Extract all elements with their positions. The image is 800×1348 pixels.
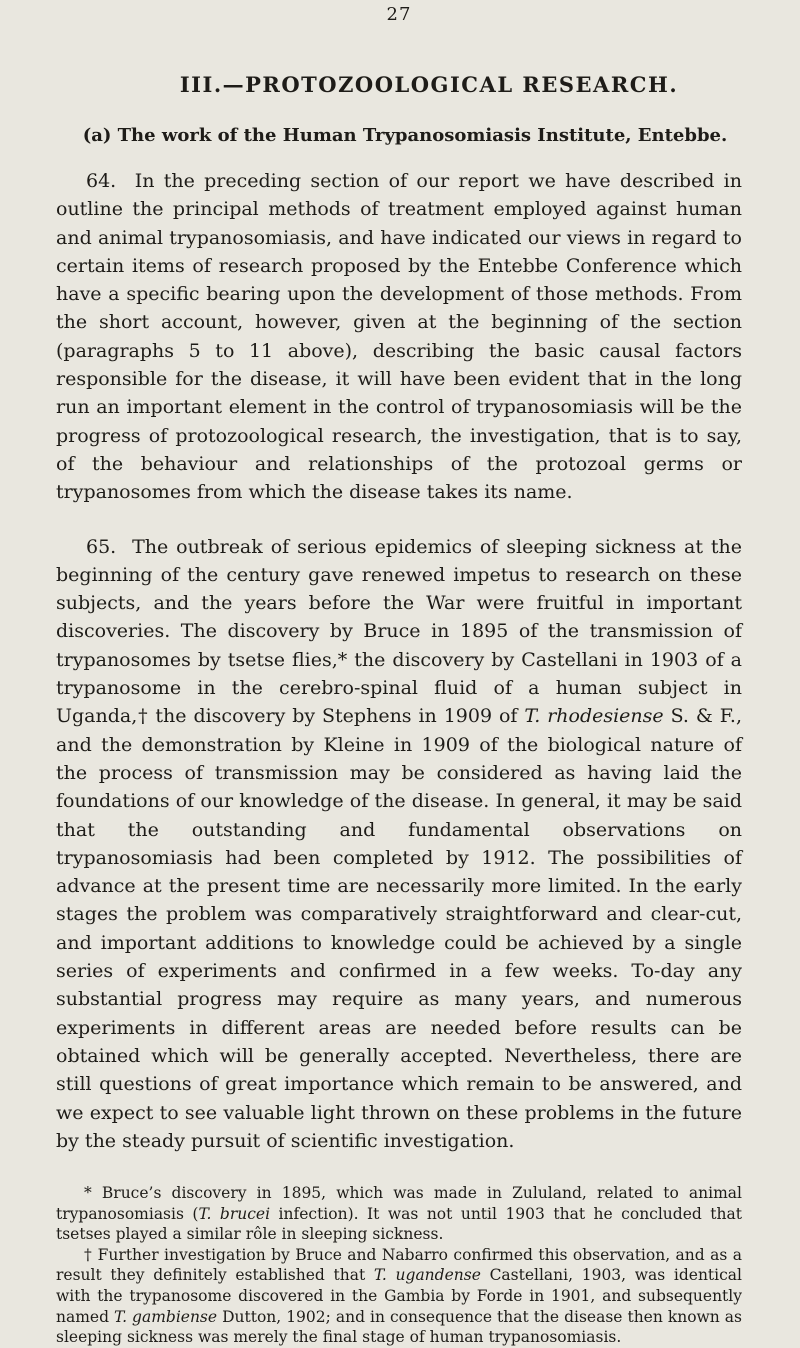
footnote-text: infection). It was not until 1903 that he concluded that tsetses played a similar rôle in sleeping sickness. [56, 1204, 742, 1244]
section-heading: (a) The work of the Human Trypanosomiasis Institute, Entebbe. [82, 125, 728, 146]
species-name: T. brucei [198, 1204, 271, 1223]
footnote-text: * Bruce’s discovery in 1895, which was made in Zululand, related to animal trypanosomiasis ( [56, 1184, 742, 1223]
species-name: T. ugandense [373, 1266, 481, 1285]
paragraph-text: S. & F., and the demonstration by Kleine in 1909 of the biological nature of the process of transmission may be considered as having laid the foundations of our knowledge of the disease. In general, it may be said that the outstanding and fundamental observations on trypanosomiasis had been completed by 1912. The possibilities of advance at the present time are necessarily more limited. In the early stages the problem was comparatively straightforward and clear-cut, and important additions to knowledge could be achieved by a single series of experiments and confirmed in a few weeks. To-day any substantial progress may require as many years, and numerous experiments in different areas are needed before results can be obtained which will be generally accepted. Nevertheless, there are still questions of great importance which remain to be answered, and we expect to see valuable light thrown on these problems in the future by the steady pursuit of scientific investigation. [56, 705, 743, 1152]
paragraph-64 [56, 167, 742, 507]
footnote-text: † Further investigation by Bruce and Nabarro confirmed this observation, and as a result they definitely established that [56, 1245, 742, 1285]
paragraph-text: In the preceding section of our report we have described in outline the principal methods of treatment employed against human and animal trypanosomiasis, and have indicated our views in regard to certain items of research proposed by the Entebbe Conference which have a specific bearing upon the development of those methods. From the short account, however, given at the beginning of the section (paragraphs 5 to 11 above), describing the basic causal factors responsible for the disease, it will have been evident that in the long run an important element in the control of trypanosomiasis will be the progress of protozoological research, the investigation, that is to say, of the behaviour and relationships of the protozoal germs or trypanosomes from which the disease takes its name. [56, 170, 742, 504]
footnote-text: Castellani, 1903, was identical with the trypanosome discovered in the Gambia by Forde in 1901, and subsequently named [56, 1266, 742, 1326]
paragraph-number: 64. [86, 170, 117, 192]
species-name: T. rhodesiense [524, 705, 664, 728]
footnote-further-investigation [56, 1245, 742, 1348]
paragraph-number: 65. [86, 535, 117, 558]
species-name: T. gambiense [114, 1307, 218, 1326]
footnotes [56, 1183, 742, 1348]
footnote-bruce [56, 1183, 742, 1245]
page-number: 27 [386, 4, 412, 25]
paragraph-text: The outbreak of serious epidemics of sleeping sickness at the beginning of the century gave renewed impetus to research on these subjects, and the years before the War were fruitful in important discoveries. The discovery by Bruce in 1895 of the transmission of trypanosomes by tsetse flies,* the discovery by Castellani in 1903 of a trypanosome in the cerebro-spinal fluid of a human subject in Uganda,† the discovery by Stephens in 1909 of [56, 535, 742, 728]
chapter-title: III.—PROTOZOOLOGICAL RESEARCH. [179, 72, 679, 97]
footnote-text: Dutton, 1902; and in consequence that the disease then known as sleeping sickness was merely the final stage of human trypanosomiasis. [56, 1307, 742, 1347]
paragraph-65 [56, 533, 742, 1156]
